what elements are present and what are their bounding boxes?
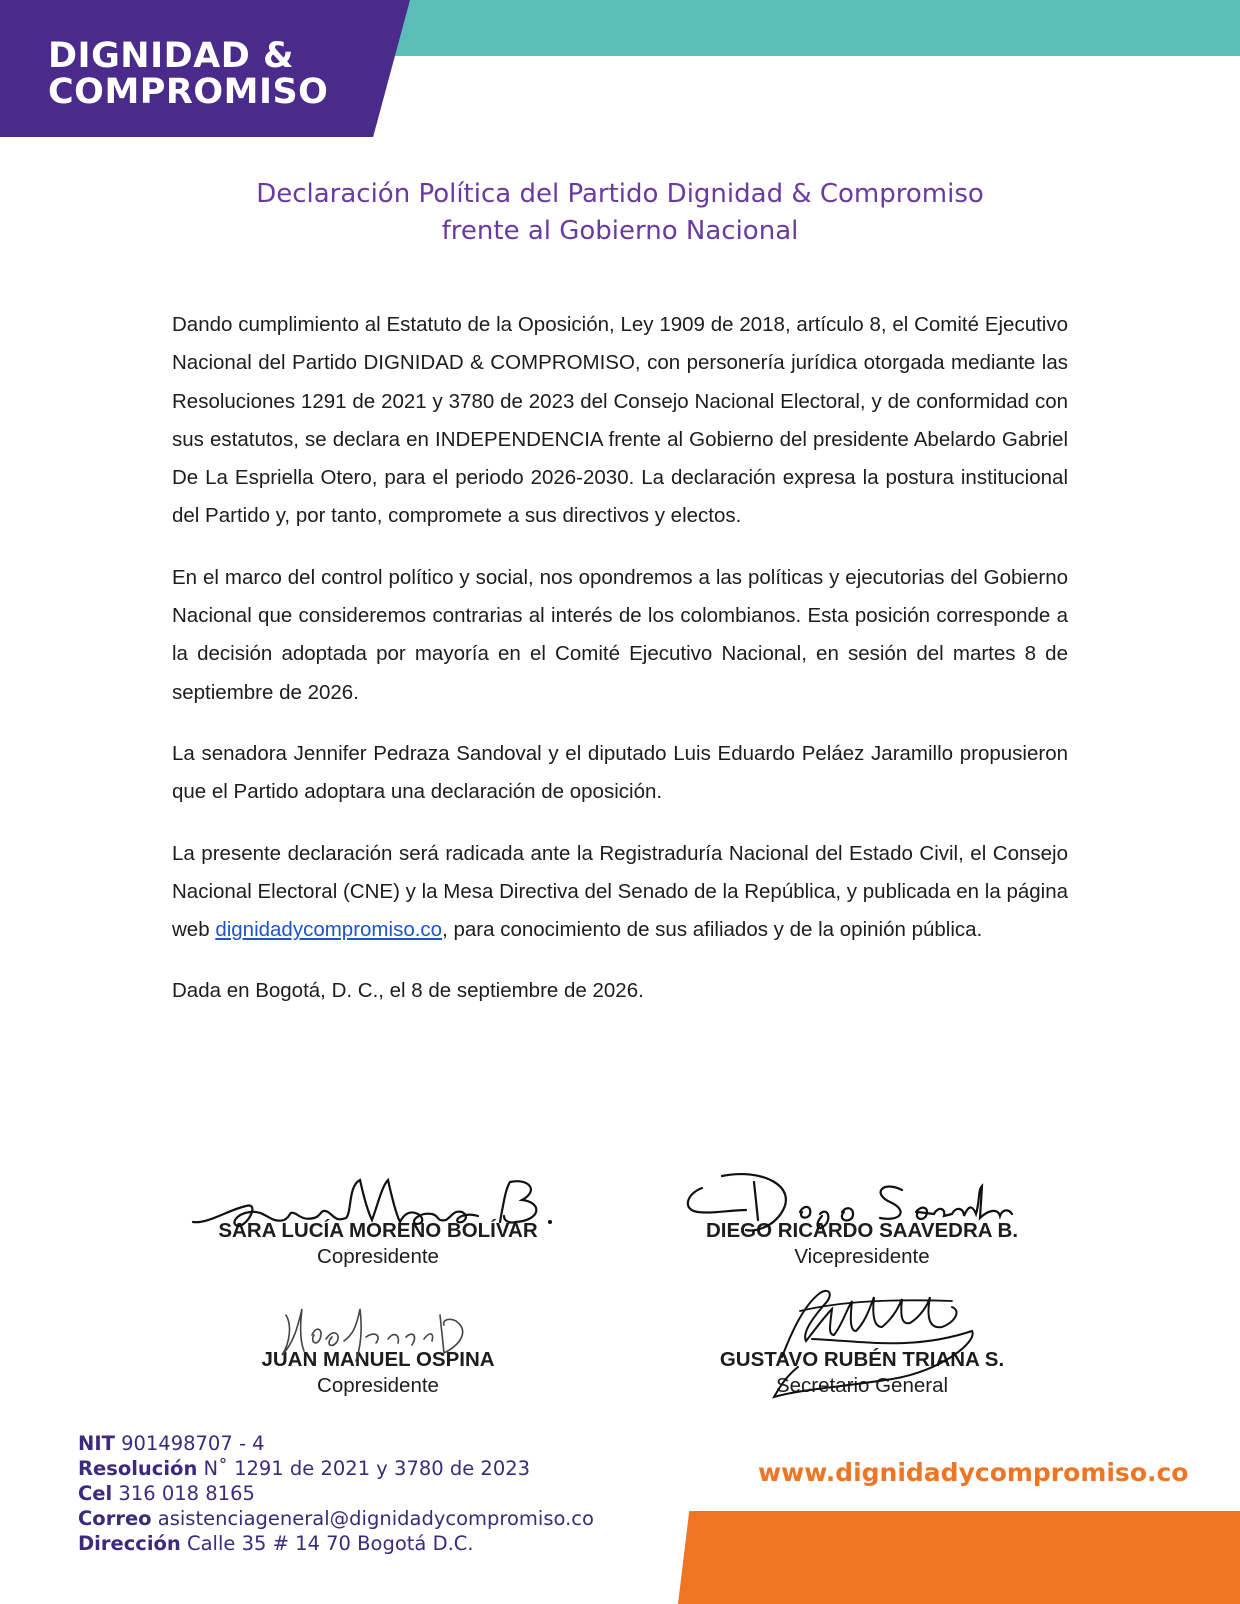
signature-block-vicepresidente	[652, 1218, 1072, 1270]
direccion-label: Dirección	[78, 1532, 181, 1555]
signature-block-secretario	[652, 1347, 1072, 1399]
footer-resolucion	[78, 1456, 594, 1481]
paragraph-3: La senadora Jennifer Pedraza Sandoval y el diputado Luis Eduardo Peláez Jaramillo propusieron que el Partido adoptara una declaración de oposición.	[172, 741, 1068, 804]
signatory-role: Copresidente	[317, 1374, 439, 1397]
paragraph-4	[172, 835, 1068, 950]
party-logo	[48, 38, 328, 110]
handwritten-signature-sara	[188, 1164, 568, 1244]
signatory-name: SARA LUCÍA MORENO BOLÍVAR	[218, 1219, 538, 1242]
direccion-value: Calle 35 # 14 70 Bogotá D.C.	[180, 1532, 474, 1555]
signatory-name: GUSTAVO RUBÉN TRIANA S.	[719, 1348, 1005, 1371]
signatory-role: Copresidente	[317, 1245, 439, 1268]
website-link[interactable]: dignidadycompromiso.co	[215, 918, 443, 942]
nit-label: NIT	[78, 1432, 115, 1455]
footer-nit	[78, 1431, 594, 1456]
signature-block-copresidente-2	[168, 1347, 588, 1399]
handwritten-signature-gustavo	[742, 1271, 982, 1401]
footer-orange-band	[678, 1511, 1240, 1604]
title-line-1: Declaración Política del Partido Dignidad & Compromiso	[256, 179, 984, 209]
footer-direccion	[78, 1531, 594, 1556]
signature-block-copresidente-1	[168, 1218, 588, 1270]
logo-line-1: DIGNIDAD &	[48, 36, 295, 76]
cel-value: 316 018 8165	[112, 1482, 255, 1505]
correo-label: Correo	[78, 1507, 152, 1530]
signatory-name: DIEGO RICARDO SAAVEDRA B.	[705, 1219, 1019, 1242]
footer-correo	[78, 1506, 594, 1531]
resolucion-label: Resolución	[78, 1457, 198, 1480]
signatory-name: JUAN MANUEL OSPINA	[261, 1348, 495, 1371]
document-body	[172, 306, 1068, 1034]
header-teal-band	[360, 0, 1240, 56]
correo-value: asistenciageneral@dignidadycompromiso.co	[151, 1507, 594, 1530]
footer-contact-info	[78, 1431, 594, 1556]
cel-label: Cel	[78, 1482, 113, 1505]
document-title	[0, 176, 1240, 250]
nit-value: 901498707 - 4	[114, 1432, 265, 1455]
title-line-2: frente al Gobierno Nacional	[441, 216, 799, 246]
paragraph-4-text-a: La presente declaración será radicada ante la Registraduría Nacional del Estado Civil, el Consejo Nacional Electoral (CNE) y la Mesa Directiva del Senado de la República, y publicada en la página web	[172, 841, 1068, 942]
resolucion-value: N˚ 1291 de 2021 y 3780 de 2023	[197, 1457, 531, 1480]
signatory-role: Vicepresidente	[794, 1245, 930, 1268]
handwritten-signature-juan	[264, 1295, 504, 1365]
logo-line-2: COMPROMISO	[48, 72, 329, 112]
paragraph-2: En el marco del control político y social, nos opondremos a las políticas y ejecutorias del Gobierno Nacional que consideremos contrarias al interés de los colombianos. Esta posición corresponde a la decisión adoptada por mayoría en el Comité Ejecutivo Nacional, en sesión del martes 8 de septiembre de 2026.	[172, 565, 1068, 704]
paragraph-1: Dando cumplimiento al Estatuto de la Oposición, Ley 1909 de 2018, artículo 8, el Comité Ejecutivo Nacional del Partido DIGNIDAD & COMPROMISO, con personería jurídica otorgada mediante las Resoluciones 1291 de 2021 y 3780 de 2023 del Consejo Nacional Electoral, y de conformidad con sus estatutos, se declara en INDEPENDENCIA frente al Gobierno del presidente Abelardo Gabriel De La Espriella Otero, para el periodo 2026-2030. La declaración expresa la postura institucional del Partido y, por tanto, compromete a sus directivos y electos.	[172, 313, 1068, 528]
handwritten-signature-diego	[672, 1160, 1032, 1240]
footer-website[interactable]: www.dignidadycompromiso.co	[758, 1458, 1189, 1487]
paragraph-4-text-b: , para conocimiento de sus afiliados y de la opinión pública.	[442, 918, 983, 942]
date-line: Dada en Bogotá, D. C., el 8 de septiembre de 2026.	[172, 979, 644, 1003]
footer-cel	[78, 1481, 594, 1506]
signatory-role: Secretario General	[775, 1374, 949, 1397]
